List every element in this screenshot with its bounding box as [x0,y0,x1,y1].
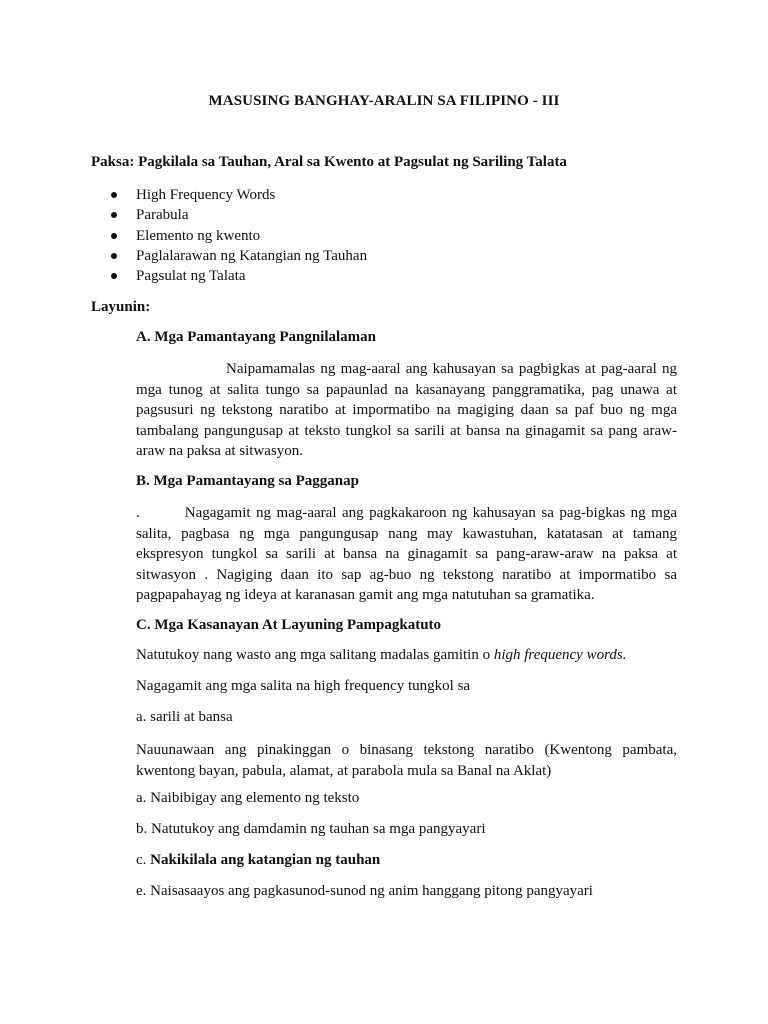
section-b-paragraph: . Nagagamit ng mag-aaral ang pagkakaroon ng kahusayan sa pag-bigkas ng mga salita, pagbasa ng mga pangungusap nang may kawastuhan, katatasan at tamang ekspresyon tungkol sa sarili at bansa na ginagamit sa pang-araw-araw na paksa at sitwasyon . Nagiging daan ito sap ag-buo ng tekstong naratibo at impormatibo sa pagpapahayag ng ideya at karanasan gamit ang mga natutuhan sa gramatika. [136,505,677,603]
document-title: MASUSING BANGHAY-ARALIN SA FILIPINO - III [208,93,560,109]
section-c-heading: C. Mga Kasanayan At Layuning Pampagkatuto [136,617,442,633]
topic-heading: Paksa: Pagkilala sa Tauhan, Aral sa Kwento at Pagsulat ng Sariling Talata [91,154,567,170]
topic-bullet-list [110,185,367,286]
objective-line-4: a. Naibibigay ang elemento ng teksto [136,790,360,806]
section-a-paragraph: Naipamamalas ng mag-aaral ang kahusayan sa pagbigkas at pag-aaral ng mga tunog at salita tungo sa papaunlad na kasanayang panggramatika, pag unawa at pagsusuri ng tekstong naratibo at impormatibo na magiging daan sa paf buo ng mga tambalang pangungusap at teksto tungkol sa sarili at bansa na ginagamit sa pang araw-araw na paksa at sitwasyon. [136,361,677,459]
objective-line-6: c. Nakikilala ang katangian ng tauhan [136,852,381,868]
bullet-icon [111,253,117,259]
objective-line-2: Nagagamit ang mga salita na high frequency tungkol sa [136,678,471,694]
objective-line-7: e. Naisasaayos ang pagkasunod-sunod ng anim hanggang pitong pangyayari [136,883,593,899]
list-item: Paglalarawan ng Katangian ng Tauhan [110,246,367,266]
list-item: Parabula [110,205,367,225]
section-a-heading: A. Mga Pamantayang Pangnilalaman [136,329,377,345]
list-item: High Frequency Words [110,185,367,205]
bullet-icon [111,233,117,239]
list-item: Pagsulat ng Talata [110,266,367,286]
objective-line-1: Natutukoy nang wasto ang mga salitang madalas gamitin o high frequency words. [136,647,627,663]
objective-line-3: a. sarili at bansa [136,709,233,725]
bullet-icon [111,192,117,198]
objective-line-5: b. Natutukoy ang damdamin ng tauhan sa mga pangyayari [136,821,486,837]
objectives-label: Layunin: [91,299,151,315]
section-b-heading: B. Mga Pamantayang sa Pagganap [136,473,359,489]
list-item: Elemento ng kwento [110,226,367,246]
bullet-icon [111,212,117,218]
bullet-icon [111,273,117,279]
objective-paragraph: Nauunawaan ang pinakinggan o binasang tekstong naratibo (Kwentong pambata, kwentong bayan, pabula, alamat, at parabola mula sa Banal na Aklat) [136,742,677,779]
